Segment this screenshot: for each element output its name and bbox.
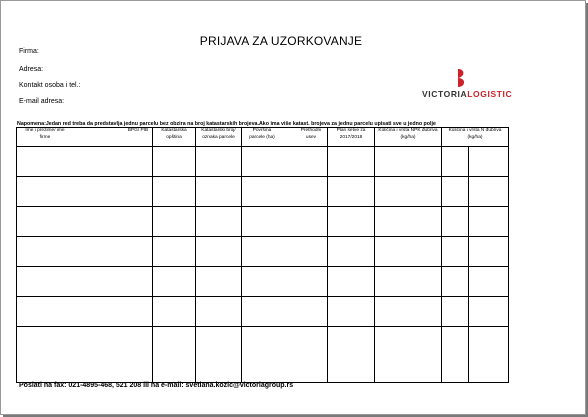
table-cell[interactable]	[328, 267, 375, 297]
footer-contact: Poslati na fax: 021-4895-468, 521 208 ili na e-mail: svetlana.kozic@victoriagroup.rs	[19, 382, 294, 389]
note-text: Napomena:Jedan red treba da predstavlja jednu parcelu bez obzira na broj katastarskih brojeva.Ako ima više katast. brojeva za jednu parcelu upisati sve u jedno polje	[17, 121, 436, 127]
table-cell[interactable]	[442, 207, 469, 237]
table-cell[interactable]	[328, 297, 375, 327]
table-cell[interactable]	[196, 147, 242, 177]
col-plan-label: Plan setve za 2017/2018	[336, 128, 366, 140]
adresa-label: Adresa:	[19, 66, 44, 73]
table-cell[interactable]	[17, 327, 153, 383]
table-row	[17, 297, 509, 327]
table-cell[interactable]	[196, 237, 242, 267]
table-cell[interactable]	[442, 147, 469, 177]
table-cell[interactable]	[153, 267, 196, 297]
table-cell[interactable]	[375, 327, 442, 383]
table-cell[interactable]	[375, 267, 442, 297]
table-cell[interactable]	[242, 147, 328, 177]
table-cell[interactable]	[469, 207, 509, 237]
table-row	[17, 207, 509, 237]
col-pib-label: BPG/ PIB	[127, 128, 149, 133]
table-cell[interactable]	[375, 147, 442, 177]
col-plan-setve	[328, 128, 375, 147]
form-title: PRIJAVA ZA UZORKOVANJE	[199, 34, 363, 48]
table-cell[interactable]	[17, 177, 153, 207]
table-cell[interactable]	[153, 327, 196, 383]
table-row	[17, 327, 509, 383]
table-cell[interactable]	[17, 297, 153, 327]
table-cell[interactable]	[469, 297, 509, 327]
table-cell[interactable]	[469, 147, 509, 177]
kontakt-label: Kontakt osoba i tel.:	[19, 82, 81, 89]
table-cell[interactable]	[375, 237, 442, 267]
table-cell[interactable]	[375, 177, 442, 207]
victoria-logistic-logo	[422, 89, 512, 99]
table-cell[interactable]	[375, 297, 442, 327]
table-cell[interactable]	[442, 177, 469, 207]
table-cell[interactable]	[442, 267, 469, 297]
col-povrsina-usev	[242, 128, 328, 147]
table-cell[interactable]	[17, 267, 153, 297]
table-cell[interactable]	[153, 147, 196, 177]
table-row	[17, 147, 509, 177]
table-cell[interactable]	[469, 237, 509, 267]
table-cell[interactable]	[17, 207, 153, 237]
table-cell[interactable]	[153, 237, 196, 267]
table-row	[17, 177, 509, 207]
col-npk	[375, 128, 442, 147]
table-cell[interactable]	[242, 327, 328, 383]
table-cell[interactable]	[442, 237, 469, 267]
table-cell[interactable]	[328, 327, 375, 383]
col-n-label: Količina i vrsta N đubriva (kg/ha)	[448, 128, 502, 140]
col-katastarski-broj	[196, 128, 242, 147]
col-n-djubrivo	[442, 128, 509, 147]
col-usev-label: Prethodni usev	[300, 128, 322, 140]
logo-part1: VICTORIA	[422, 89, 468, 99]
col-npk-label: Količina i vrsta NPK đubriva (kg/ha)	[378, 128, 438, 140]
table-cell[interactable]	[196, 297, 242, 327]
table-cell[interactable]	[328, 237, 375, 267]
email-label: E-mail adresa:	[19, 98, 65, 105]
parcel-table	[16, 127, 509, 383]
table-cell[interactable]	[153, 177, 196, 207]
table-cell[interactable]	[153, 207, 196, 237]
table-cell[interactable]	[242, 297, 328, 327]
table-header-row	[17, 128, 509, 147]
table-cell[interactable]	[242, 177, 328, 207]
col-name-label: Ime i prezime/ ime firme	[25, 128, 65, 140]
table-cell[interactable]	[242, 237, 328, 267]
table-cell[interactable]	[196, 177, 242, 207]
table-cell[interactable]	[469, 327, 509, 383]
table-cell[interactable]	[17, 147, 153, 177]
col-povrsina-label: Površina parcele (ha)	[249, 128, 275, 140]
table-cell[interactable]	[328, 147, 375, 177]
table-cell[interactable]	[469, 177, 509, 207]
table-cell[interactable]	[328, 177, 375, 207]
col-katastarski-broj-label: Katastarski broj/ oznaka parcele	[201, 128, 236, 140]
table-cell[interactable]	[375, 207, 442, 237]
table-cell[interactable]	[153, 297, 196, 327]
table-cell[interactable]	[442, 327, 469, 383]
table-row	[17, 267, 509, 297]
table-cell[interactable]	[469, 267, 509, 297]
table-cell[interactable]	[242, 207, 328, 237]
col-katastarska-label: Katastarska opština	[161, 128, 187, 140]
firma-label: Firma:	[19, 48, 39, 55]
table-cell[interactable]	[196, 267, 242, 297]
table-cell[interactable]	[328, 207, 375, 237]
table-cell[interactable]	[442, 297, 469, 327]
table-cell[interactable]	[17, 237, 153, 267]
table-cell[interactable]	[196, 207, 242, 237]
table-cell[interactable]	[196, 327, 242, 383]
table-cell[interactable]	[242, 267, 328, 297]
col-name-pib	[17, 128, 153, 147]
logo-part2: LOGISTIC	[467, 89, 513, 99]
table-row	[17, 237, 509, 267]
col-katastarska-opstina	[153, 128, 196, 147]
